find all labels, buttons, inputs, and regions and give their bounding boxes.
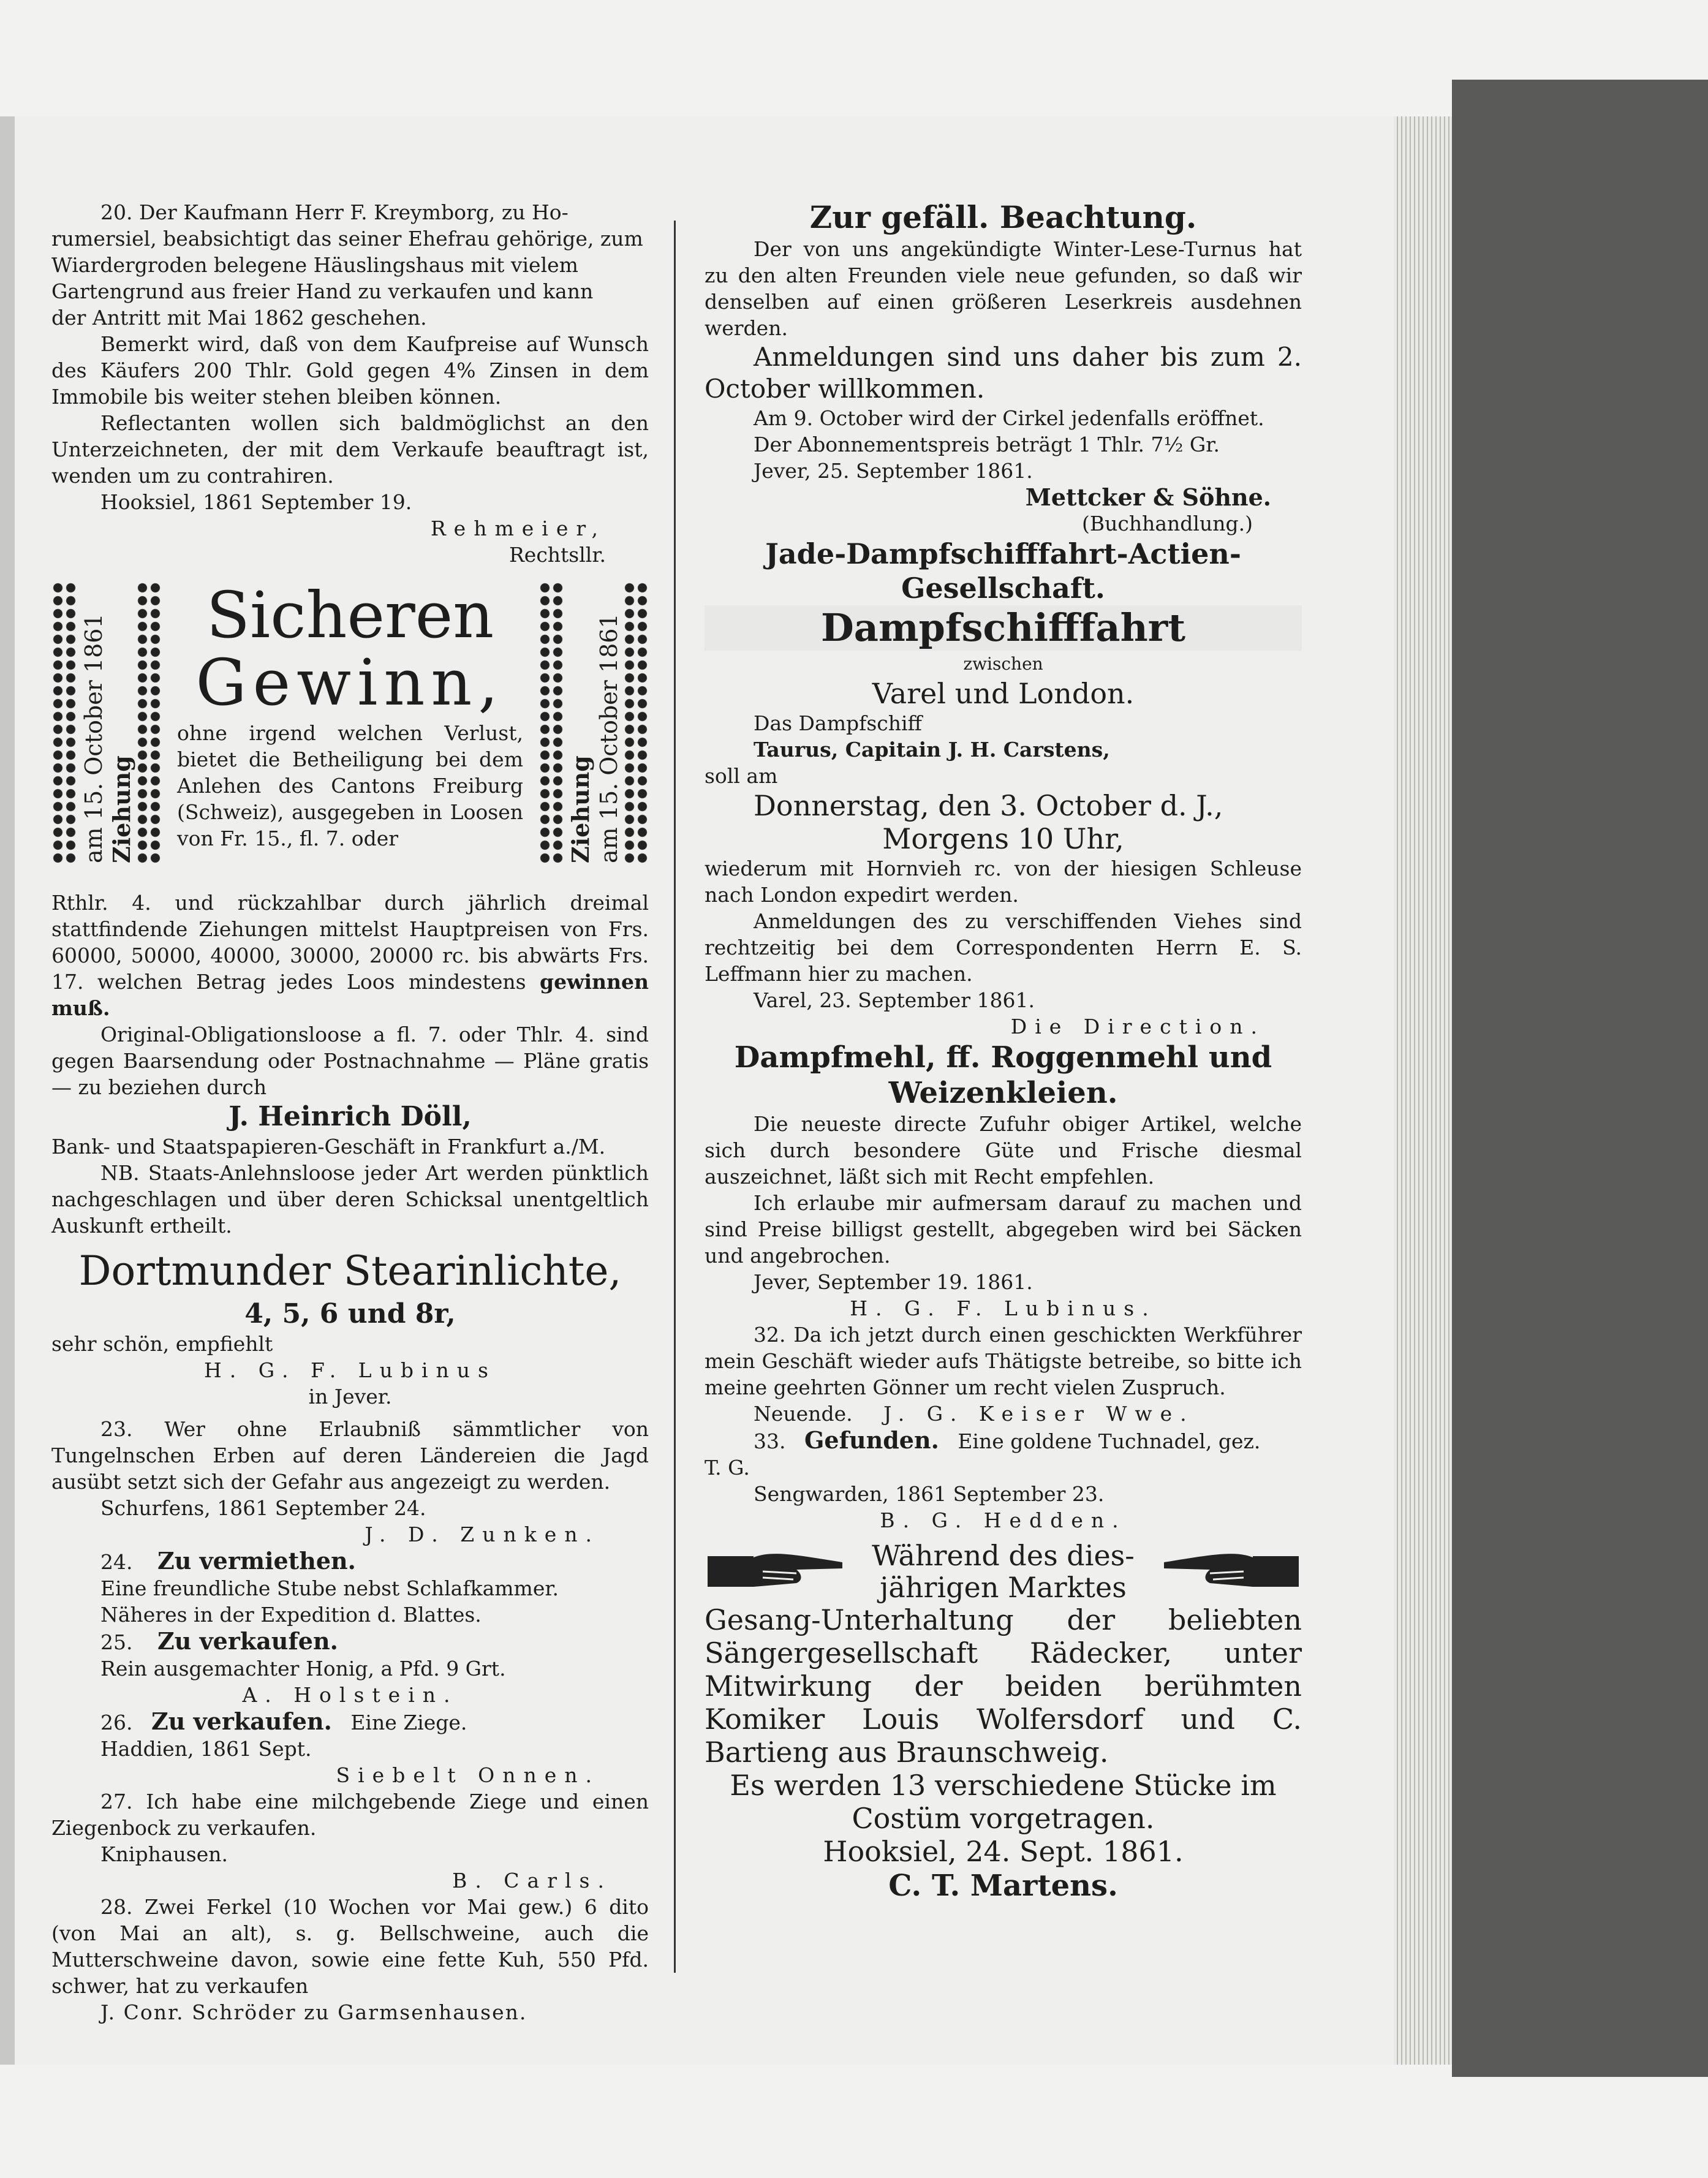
ad-20 — [51, 199, 649, 568]
ad-25-head: Zu verkaufen. — [157, 1627, 338, 1655]
ad-28-text: 28. Zwei Ferkel (10 Wochen vor Mai gew.) 6 dito (von Mai an alt), s. g. Bellschweine, auch die Mutterschweine davon, sowie eine fette Kuh, 550 Pfd. schwer, hat zu verkaufen — [51, 1895, 649, 1998]
lottery-firm-desc: Bank- und Staatspapieren-Geschäft in Frankfurt a./M. — [51, 1135, 606, 1159]
lottery-body-rest — [51, 890, 649, 1021]
stearin-signer: H. G. F. Lubinus — [204, 1358, 496, 1382]
ad-26-tail: Eine Ziege. — [350, 1711, 467, 1734]
ornament-border — [538, 581, 564, 863]
lottery-side-label: Ziehung — [567, 755, 594, 863]
flour-ad — [705, 1040, 1302, 1322]
stearin-signer-place: in Jever. — [308, 1385, 392, 1409]
ad-20-signer-title: Rechtsllr. — [508, 543, 606, 567]
steamship-date: Donnerstag, den 3. October d. J., — [754, 789, 1223, 822]
lottery-right-border — [538, 581, 649, 863]
ad-24-num: 24. — [100, 1550, 133, 1574]
ad-27-text: 27. Ich habe eine milchgebende Ziege und einen Ziegenbock zu verkaufen. — [51, 1790, 649, 1840]
lottery-title-1: Sicheren — [206, 578, 494, 652]
lottery-side-label: Ziehung — [108, 755, 135, 863]
ad-26-heading-line — [51, 1708, 649, 1736]
steamship-between: zwischen — [963, 654, 1043, 674]
ad-24-line2: Näheres in der Expedition d. Blattes. — [100, 1603, 482, 1627]
page-edges — [1394, 116, 1452, 2065]
column-divider — [674, 221, 676, 1973]
lottery-body-top: ohne irgend welchen Verlust, bietet die Betheiligung bei dem Anlehen des Cantons Freiburg (Schweiz), ausgegeben in Loosen von Fr. 15., fl. 7. oder — [177, 721, 523, 850]
ad-32 — [705, 1322, 1302, 1427]
ad-26-num: 26. — [100, 1711, 133, 1734]
notice-price: Der Abonnementspreis beträgt 1 Thlr. 7½ Gr. — [754, 433, 1220, 456]
steamship-time: Morgens 10 Uhr, — [882, 822, 1124, 855]
ad-23 — [51, 1416, 649, 1548]
notice-ad — [705, 199, 1302, 537]
lottery-side-date: am 15. October 1861 — [595, 613, 622, 863]
pointing-hand-right-icon — [705, 1544, 845, 1599]
ad-25 — [51, 1628, 649, 1708]
steamship-ship-intro: Das Dampfschiff — [754, 711, 922, 735]
ornament-border — [623, 581, 649, 863]
concert-body2: Es werden 13 verschiedene Stücke im Costüm vorgetragen. — [730, 1769, 1277, 1835]
notice-signer: Mettcker & Söhne. — [1025, 483, 1271, 511]
steamship-soll: soll am — [705, 764, 778, 788]
ad-27 — [51, 1788, 649, 1894]
ad-23-text: 23. Wer ohne Erlaubniß sämmtlicher von Tungelnschen Erben auf deren Ländereien die Jagd ausübt setzt sich der Gefahr aus angezeigt zu werden. — [51, 1417, 649, 1494]
notice-title: Zur gefäll. Beachtung. — [809, 199, 1197, 235]
concert-head-text — [872, 1540, 1135, 1603]
ad-20-note: Bemerkt wird, daß von dem Kaufpreise auf Wunsch des Käufers 200 Thlr. Gold gegen 4% Zinsen in dem Immobile bis weiter stehen bleiben können. — [51, 332, 649, 409]
ad-26 — [51, 1708, 649, 1788]
notice-text2: Am 9. October wird der Cirkel jedenfalls eröffnet. — [754, 406, 1264, 430]
notice-signer-sub: (Buchhandlung.) — [1082, 512, 1253, 535]
right-column — [705, 199, 1302, 1904]
ad-20-line: Wiardergroden belegene Häuslingshaus mit vielem — [51, 253, 578, 277]
flour-signer: H. G. F. Lubinus. — [850, 1296, 1157, 1320]
concert-place-date: Hooksiel, 24. Sept. 1861. — [823, 1835, 1184, 1868]
flour-text: Die neueste directe Zufuhr obiger Artikel, welche sich durch besondere Güte und Frische diesmal auszeichnet, läßt sich mit Recht empfehlen. — [705, 1112, 1302, 1189]
concert-line1: Während des dies- — [872, 1539, 1135, 1572]
lottery-orig: Original-Obligationsloose a fl. 7. oder Thlr. 4. sind gegen Baarsendung oder Postnachnahme — Pläne gratis — zu beziehen durch — [51, 1023, 649, 1099]
ad-25-signer: A. Holstein. — [242, 1683, 458, 1707]
lottery-left-border — [51, 581, 162, 863]
ad-33-text2: T. G. — [705, 1456, 750, 1480]
ad-24-heading-line — [51, 1548, 649, 1575]
ad-25-num: 25. — [100, 1630, 133, 1654]
ad-33-place-date: Sengwarden, 1861 September 23. — [754, 1482, 1105, 1506]
lottery-main — [177, 578, 523, 852]
lottery-must: gewinnen muß. — [51, 970, 649, 1020]
ad-33-signer: B. G. Hedden. — [880, 1508, 1127, 1532]
steamship-ship: Taurus, Capitain J. H. Carstens, — [754, 738, 1110, 762]
flour-place-date: Jever, September 19. 1861. — [754, 1270, 1033, 1294]
notice-text: Der von uns angekündigte Winter-Lese-Turnus hat zu den alten Freunden viele neue gefunden, so daß wir denselben auf einen größeren Leserkreis ausdehnen werden. — [705, 237, 1302, 340]
lottery-body-rest-text: Rthlr. 4. und rückzahlbar durch jährlich dreimal stattfindende Ziehungen mittelst Hauptpreisen von Frs. 60000, 50000, 40000, 30000, 20000 rc. bis abwärts Frs. 17. welchen Betrag jedes Loos mindestens — [51, 891, 649, 994]
ad-20-place-date: Hooksiel, 1861 September 19. — [100, 490, 412, 514]
steamship-text: wiederum mit Hornvieh rc. von der hiesigen Schleuse nach London expedirt werden. — [705, 856, 1302, 907]
lottery-firm: J. Heinrich Döll, — [229, 1101, 472, 1132]
concert-line2: jährigen Marktes — [880, 1571, 1127, 1604]
ad-33-heading-line — [705, 1427, 1302, 1454]
book-cover-edge — [1452, 80, 1708, 2077]
ad-33-head: Gefunden. — [804, 1426, 939, 1454]
ad-33-num: 33. — [754, 1429, 786, 1453]
ad-20-line: der Antritt mit Mai 1862 geschehen. — [51, 306, 427, 330]
concert-ad — [705, 1540, 1302, 1904]
ad-32-place: Neuende. — [754, 1402, 853, 1426]
ad-27-signer: B. Carls. — [452, 1869, 612, 1893]
lottery-side-date: am 15. October 1861 — [80, 613, 107, 863]
ad-28 — [51, 1894, 649, 2025]
ornament-border — [136, 581, 162, 863]
concert-body: Gesang-Unterhaltung der beliebten Sängergesellschaft Rädecker, unter Mitwirkung der beiden berühmten Komiker Louis Wolfersdorf und C. Bartieng aus Braunschweig. — [705, 1603, 1302, 1769]
ad-33 — [705, 1427, 1302, 1533]
ad-25-heading-line — [51, 1628, 649, 1655]
stearin-ad — [51, 1245, 649, 1410]
notice-big: Anmeldungen sind uns daher bis zum 2. October willkommen. — [705, 342, 1302, 404]
notice-place-date: Jever, 25. September 1861. — [754, 459, 1033, 483]
concert-header — [705, 1540, 1302, 1603]
ad-32-text: 32. Da ich jetzt durch einen geschickten Werkführer mein Geschäft wieder aufs Thätigste betreibe, so bitte ich meine geehrten Gönner um recht vielen Zuspruch. — [705, 1323, 1302, 1399]
stearin-text: sehr schön, empfiehlt — [51, 1332, 273, 1356]
ad-32-signer: J. G. Keiser Wwe. — [883, 1402, 1195, 1426]
ad-24-head: Zu vermiethen. — [157, 1547, 356, 1575]
ornament-border — [51, 581, 77, 863]
ad-33-text: Eine goldene Tuchnadel, gez. — [958, 1429, 1261, 1453]
ad-23-place-date: Schurfens, 1861 September 24. — [100, 1496, 426, 1520]
ad-24 — [51, 1548, 649, 1628]
ad-24-line1: Eine freundliche Stube nebst Schlafkammer. — [100, 1576, 559, 1600]
stearin-sizes: 4, 5, 6 und 8r, — [244, 1298, 456, 1329]
ad-26-head: Zu verkaufen. — [151, 1707, 332, 1735]
ad-20-line: Gartengrund aus freier Hand zu verkaufen und kann — [51, 279, 594, 303]
ad-20-signer: Rehmeier, — [430, 516, 606, 540]
steamship-ad — [705, 537, 1302, 1040]
concert-signer: C. T. Martens. — [888, 1869, 1118, 1903]
ad-28-signer: J. Conr. Schröder zu Garmsenhausen. — [100, 2000, 527, 2024]
flour-text2: Ich erlaube mir aufmersam darauf zu machen und sind Preise billigst gestellt, abgegeben wird bei Säcken und angebrochen. — [705, 1191, 1302, 1268]
left-column — [51, 199, 649, 2025]
steamship-company: Jade-Dampfschifffahrt-Actien-Gesellschaft. — [765, 537, 1241, 605]
ad-25-line1: Rein ausgemachter Honig, a Pfd. 9 Grt. — [100, 1657, 506, 1681]
ad-26-signer: Siebelt Onnen. — [336, 1763, 600, 1787]
lottery-ad — [51, 578, 649, 885]
steamship-place-date: Varel, 23. September 1861. — [754, 988, 1035, 1012]
ad-20-reflect: Reflectanten wollen sich baldmöglichst an den Unterzeichneten, der mit dem Verkaufe beauftragt ist, wenden um zu contrahiren. — [51, 411, 649, 488]
steamship-signer: Die Direction. — [1010, 1015, 1265, 1038]
pointing-hand-left-icon — [1161, 1544, 1302, 1599]
ad-23-signer: J. D. Zunken. — [365, 1522, 600, 1546]
book-gutter — [0, 116, 15, 2065]
steamship-text2: Anmeldungen des zu verschiffenden Viehes sind rechtzeitig bei dem Correspondenten Herrn E. S. Leffmann hier zu machen. — [705, 909, 1302, 986]
flour-title: Dampfmehl, ff. Roggenmehl und Weizenkleien. — [734, 1040, 1272, 1110]
ad-26-place-date: Haddien, 1861 Sept. — [100, 1737, 312, 1761]
ad-20-line: rumersiel, beabsichtigt das seiner Ehefrau gehörige, zum — [51, 227, 643, 251]
steamship-title: Dampfschifffahrt — [705, 605, 1302, 651]
lottery-title-2: Gewinn, — [195, 645, 505, 720]
ad-32-line — [705, 1401, 1302, 1427]
lottery-nb: NB. Staats-Anlehnsloose jeder Art werden pünktlich nachgeschlagen und über deren Schicksal unentgeltlich Auskunft ertheilt. — [51, 1161, 649, 1238]
stearin-title: Dortmunder Stearinlichte, — [78, 1247, 622, 1295]
steamship-route: Varel und London. — [872, 677, 1135, 710]
ad-20-line: 20. Der Kaufmann Herr F. Kreymborg, zu Ho- — [100, 200, 569, 224]
ad-27-place: Kniphausen. — [100, 1842, 228, 1866]
